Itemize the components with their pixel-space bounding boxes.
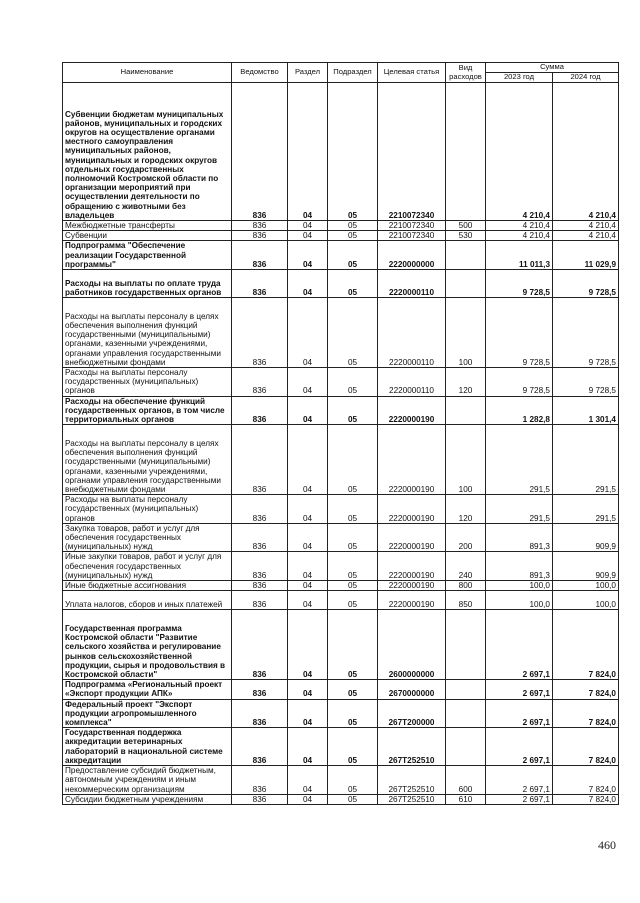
row-sum-2023: 2 697,1 [486, 794, 553, 804]
row-name: Подпрограмма "Обеспечение реализации Государственной программы" [63, 241, 232, 270]
row-vedomstvo: 836 [232, 270, 288, 298]
row-name: Государственная программа Костромской области "Развитие сельского хозяйства и регулирование рынков сельскохозяйственной продукции, сырья и продовольствия в Костромской области" [63, 610, 232, 680]
table-row [63, 495, 619, 524]
row-razdel: 04 [288, 766, 328, 795]
table-row [63, 270, 619, 298]
row-podrazdel: 05 [328, 270, 378, 298]
table-row [63, 699, 619, 728]
row-expense-type [446, 728, 486, 766]
row-name: Расходы на обеспечение функций государственных органов, в том числе территориальных органов [63, 396, 232, 425]
row-target-article: 2210072340 [378, 221, 446, 231]
row-razdel: 04 [288, 699, 328, 728]
row-sum-2023: 4 210,4 [486, 221, 553, 231]
row-expense-type: 200 [446, 523, 486, 552]
row-sum-2024: 9 728,5 [553, 298, 619, 368]
row-sum-2023: 2 697,1 [486, 610, 553, 680]
row-expense-type: 240 [446, 552, 486, 581]
row-sum-2023: 2 697,1 [486, 680, 553, 699]
row-vedomstvo: 836 [232, 610, 288, 680]
row-sum-2023: 891,3 [486, 552, 553, 581]
table-row [63, 396, 619, 425]
row-sum-2024: 100,0 [553, 581, 619, 591]
row-sum-2024: 7 824,0 [553, 766, 619, 795]
row-sum-2023: 291,5 [486, 495, 553, 524]
budget-table-sheet [62, 62, 618, 805]
row-expense-type [446, 83, 486, 221]
row-vedomstvo: 836 [232, 298, 288, 368]
row-sum-2024: 7 824,0 [553, 680, 619, 699]
row-sum-2023: 4 210,4 [486, 83, 553, 221]
row-podrazdel: 05 [328, 728, 378, 766]
row-target-article: 2220000190 [378, 523, 446, 552]
row-sum-2024: 909,9 [553, 552, 619, 581]
row-vedomstvo: 836 [232, 241, 288, 270]
row-razdel: 04 [288, 495, 328, 524]
header-podrazdel: Подраздел [328, 63, 378, 83]
row-sum-2023: 2 697,1 [486, 699, 553, 728]
row-name: Предоставление субсидий бюджетным, автономным учреждениям и иным некоммерческим организациям [63, 766, 232, 795]
row-razdel: 04 [288, 241, 328, 270]
row-expense-type [446, 699, 486, 728]
row-sum-2024: 4 210,4 [553, 231, 619, 241]
table-row [63, 552, 619, 581]
row-sum-2024: 4 210,4 [553, 83, 619, 221]
row-podrazdel: 05 [328, 425, 378, 495]
row-name: Уплата налогов, сборов и иных платежей [63, 591, 232, 610]
row-razdel: 04 [288, 83, 328, 221]
row-target-article: 267T252510 [378, 728, 446, 766]
row-vedomstvo: 836 [232, 728, 288, 766]
row-expense-type: 500 [446, 221, 486, 231]
table-row [63, 241, 619, 270]
table-row [63, 231, 619, 241]
row-sum-2024: 7 824,0 [553, 794, 619, 804]
row-name: Иные бюджетные ассигнования [63, 581, 232, 591]
row-name: Межбюджетные трансферты [63, 221, 232, 231]
row-vedomstvo: 836 [232, 231, 288, 241]
row-podrazdel: 05 [328, 523, 378, 552]
row-razdel: 04 [288, 581, 328, 591]
row-sum-2023: 891,3 [486, 523, 553, 552]
row-sum-2024: 1 301,4 [553, 396, 619, 425]
row-podrazdel: 05 [328, 221, 378, 231]
table-row [63, 680, 619, 699]
row-target-article: 2220000190 [378, 552, 446, 581]
row-razdel: 04 [288, 298, 328, 368]
row-sum-2024: 7 824,0 [553, 610, 619, 680]
row-razdel: 04 [288, 425, 328, 495]
row-target-article: 2220000000 [378, 241, 446, 270]
row-sum-2023: 100,0 [486, 581, 553, 591]
row-target-article: 2600000000 [378, 610, 446, 680]
row-razdel: 04 [288, 794, 328, 804]
row-podrazdel: 05 [328, 680, 378, 699]
row-name: Субвенции бюджетам муниципальных районов, муниципальных и городских округов на осуществление органами местного самоуправления муниципальных районов, муниципальных и городских округов отдельных государственных полномочий Костромской области по организации мероприятий при осуществлении деятельности по обращению с животными без владельцев [63, 83, 232, 221]
row-podrazdel: 05 [328, 241, 378, 270]
table-row [63, 298, 619, 368]
table-row [63, 425, 619, 495]
row-expense-type: 610 [446, 794, 486, 804]
row-podrazdel: 05 [328, 231, 378, 241]
header-razdel: Раздел [288, 63, 328, 83]
row-expense-type [446, 241, 486, 270]
row-sum-2024: 291,5 [553, 425, 619, 495]
row-podrazdel: 05 [328, 495, 378, 524]
header-summa: Сумма [486, 63, 619, 73]
row-sum-2024: 909,9 [553, 523, 619, 552]
header-vedomstvo: Ведомство [232, 63, 288, 83]
row-sum-2023: 2 697,1 [486, 728, 553, 766]
header-expense-type: Вид расходов [446, 63, 486, 83]
row-vedomstvo: 836 [232, 766, 288, 795]
row-sum-2024: 9 728,5 [553, 270, 619, 298]
row-expense-type: 100 [446, 425, 486, 495]
row-vedomstvo: 836 [232, 425, 288, 495]
row-vedomstvo: 836 [232, 396, 288, 425]
row-name: Иные закупки товаров, работ и услуг для обеспечения государственных (муниципальных) нужд [63, 552, 232, 581]
row-expense-type: 120 [446, 495, 486, 524]
row-expense-type: 530 [446, 231, 486, 241]
row-sum-2024: 4 210,4 [553, 221, 619, 231]
row-name: Расходы на выплаты персоналу государственных (муниципальных) органов [63, 368, 232, 397]
budget-table [62, 62, 619, 805]
row-vedomstvo: 836 [232, 591, 288, 610]
row-name: Субсидии бюджетным учреждениям [63, 794, 232, 804]
table-row [63, 728, 619, 766]
row-razdel: 04 [288, 610, 328, 680]
row-podrazdel: 05 [328, 610, 378, 680]
header-year-2023: 2023 год [486, 73, 553, 83]
row-vedomstvo: 836 [232, 83, 288, 221]
page-number: 460 [598, 838, 616, 852]
row-razdel: 04 [288, 231, 328, 241]
row-razdel: 04 [288, 680, 328, 699]
row-name: Расходы на выплаты персоналу в целях обеспечения выполнения функций государственными (муниципальными) органами, казенными учреждениями, органами управления государственными внебюджетными фондами [63, 298, 232, 368]
row-sum-2023: 2 697,1 [486, 766, 553, 795]
row-vedomstvo: 836 [232, 794, 288, 804]
row-podrazdel: 05 [328, 794, 378, 804]
row-target-article: 2220000190 [378, 591, 446, 610]
table-row [63, 83, 619, 221]
header-target-article: Целевая статья [378, 63, 446, 83]
row-expense-type: 800 [446, 581, 486, 591]
row-sum-2024: 291,5 [553, 495, 619, 524]
row-target-article: 267T252510 [378, 794, 446, 804]
row-razdel: 04 [288, 591, 328, 610]
row-vedomstvo: 836 [232, 368, 288, 397]
row-vedomstvo: 836 [232, 221, 288, 231]
row-sum-2023: 1 282,8 [486, 396, 553, 425]
row-target-article: 267T200000 [378, 699, 446, 728]
row-sum-2024: 11 029,9 [553, 241, 619, 270]
row-podrazdel: 05 [328, 552, 378, 581]
row-razdel: 04 [288, 728, 328, 766]
row-podrazdel: 05 [328, 368, 378, 397]
table-row [63, 581, 619, 591]
row-expense-type [446, 270, 486, 298]
row-expense-type [446, 610, 486, 680]
table-row [63, 591, 619, 610]
table-row [63, 368, 619, 397]
row-razdel: 04 [288, 368, 328, 397]
row-name: Расходы на выплаты персоналу в целях обеспечения выполнения функций государственными (муниципальными) органами, казенными учреждениями, органами управления государственными внебюджетными фондами [63, 425, 232, 495]
row-expense-type [446, 680, 486, 699]
row-expense-type [446, 396, 486, 425]
row-sum-2024: 7 824,0 [553, 728, 619, 766]
row-sum-2024: 100,0 [553, 591, 619, 610]
row-name: Закупка товаров, работ и услуг для обеспечения государственных (муниципальных) нужд [63, 523, 232, 552]
row-podrazdel: 05 [328, 396, 378, 425]
row-target-article: 2220000190 [378, 425, 446, 495]
row-sum-2023: 9 728,5 [486, 298, 553, 368]
row-target-article: 2220000110 [378, 298, 446, 368]
row-vedomstvo: 836 [232, 552, 288, 581]
row-target-article: 2220000190 [378, 495, 446, 524]
row-expense-type: 100 [446, 298, 486, 368]
row-name: Подпрограмма «Региональный проект «Экспорт продукции АПК» [63, 680, 232, 699]
row-podrazdel: 05 [328, 591, 378, 610]
row-vedomstvo: 836 [232, 581, 288, 591]
row-expense-type: 120 [446, 368, 486, 397]
table-header [63, 63, 619, 83]
row-name: Расходы на выплаты по оплате труда работников государственных органов [63, 270, 232, 298]
row-target-article: 2220000190 [378, 581, 446, 591]
table-body [63, 83, 619, 805]
row-vedomstvo: 836 [232, 523, 288, 552]
row-vedomstvo: 836 [232, 680, 288, 699]
row-target-article: 2210072340 [378, 83, 446, 221]
row-podrazdel: 05 [328, 766, 378, 795]
row-sum-2023: 4 210,4 [486, 231, 553, 241]
row-target-article: 2220000110 [378, 270, 446, 298]
row-name: Расходы на выплаты персоналу государственных (муниципальных) органов [63, 495, 232, 524]
row-sum-2023: 9 728,5 [486, 368, 553, 397]
header-name: Наименование [63, 63, 232, 83]
table-row [63, 221, 619, 231]
row-target-article: 2670000000 [378, 680, 446, 699]
row-podrazdel: 05 [328, 581, 378, 591]
row-name: Федеральный проект "Экспорт продукции агропромышленного комплекса" [63, 699, 232, 728]
row-name: Субвенции [63, 231, 232, 241]
row-sum-2024: 9 728,5 [553, 368, 619, 397]
table-row [63, 766, 619, 795]
row-vedomstvo: 836 [232, 699, 288, 728]
row-razdel: 04 [288, 552, 328, 581]
row-target-article: 2220000190 [378, 396, 446, 425]
row-sum-2024: 7 824,0 [553, 699, 619, 728]
row-sum-2023: 291,5 [486, 425, 553, 495]
row-expense-type: 850 [446, 591, 486, 610]
row-sum-2023: 100,0 [486, 591, 553, 610]
row-sum-2023: 11 011,3 [486, 241, 553, 270]
row-target-article: 2220000110 [378, 368, 446, 397]
row-target-article: 2210072340 [378, 231, 446, 241]
row-razdel: 04 [288, 221, 328, 231]
row-sum-2023: 9 728,5 [486, 270, 553, 298]
row-target-article: 267T252510 [378, 766, 446, 795]
row-name: Государственная поддержка аккредитации ветеринарных лабораторий в национальной системе аккредитации [63, 728, 232, 766]
row-razdel: 04 [288, 270, 328, 298]
row-razdel: 04 [288, 523, 328, 552]
header-year-2024: 2024 год [553, 73, 619, 83]
table-row [63, 523, 619, 552]
row-expense-type: 600 [446, 766, 486, 795]
table-row [63, 610, 619, 680]
row-podrazdel: 05 [328, 83, 378, 221]
table-row [63, 794, 619, 804]
row-podrazdel: 05 [328, 699, 378, 728]
row-razdel: 04 [288, 396, 328, 425]
row-podrazdel: 05 [328, 298, 378, 368]
row-vedomstvo: 836 [232, 495, 288, 524]
